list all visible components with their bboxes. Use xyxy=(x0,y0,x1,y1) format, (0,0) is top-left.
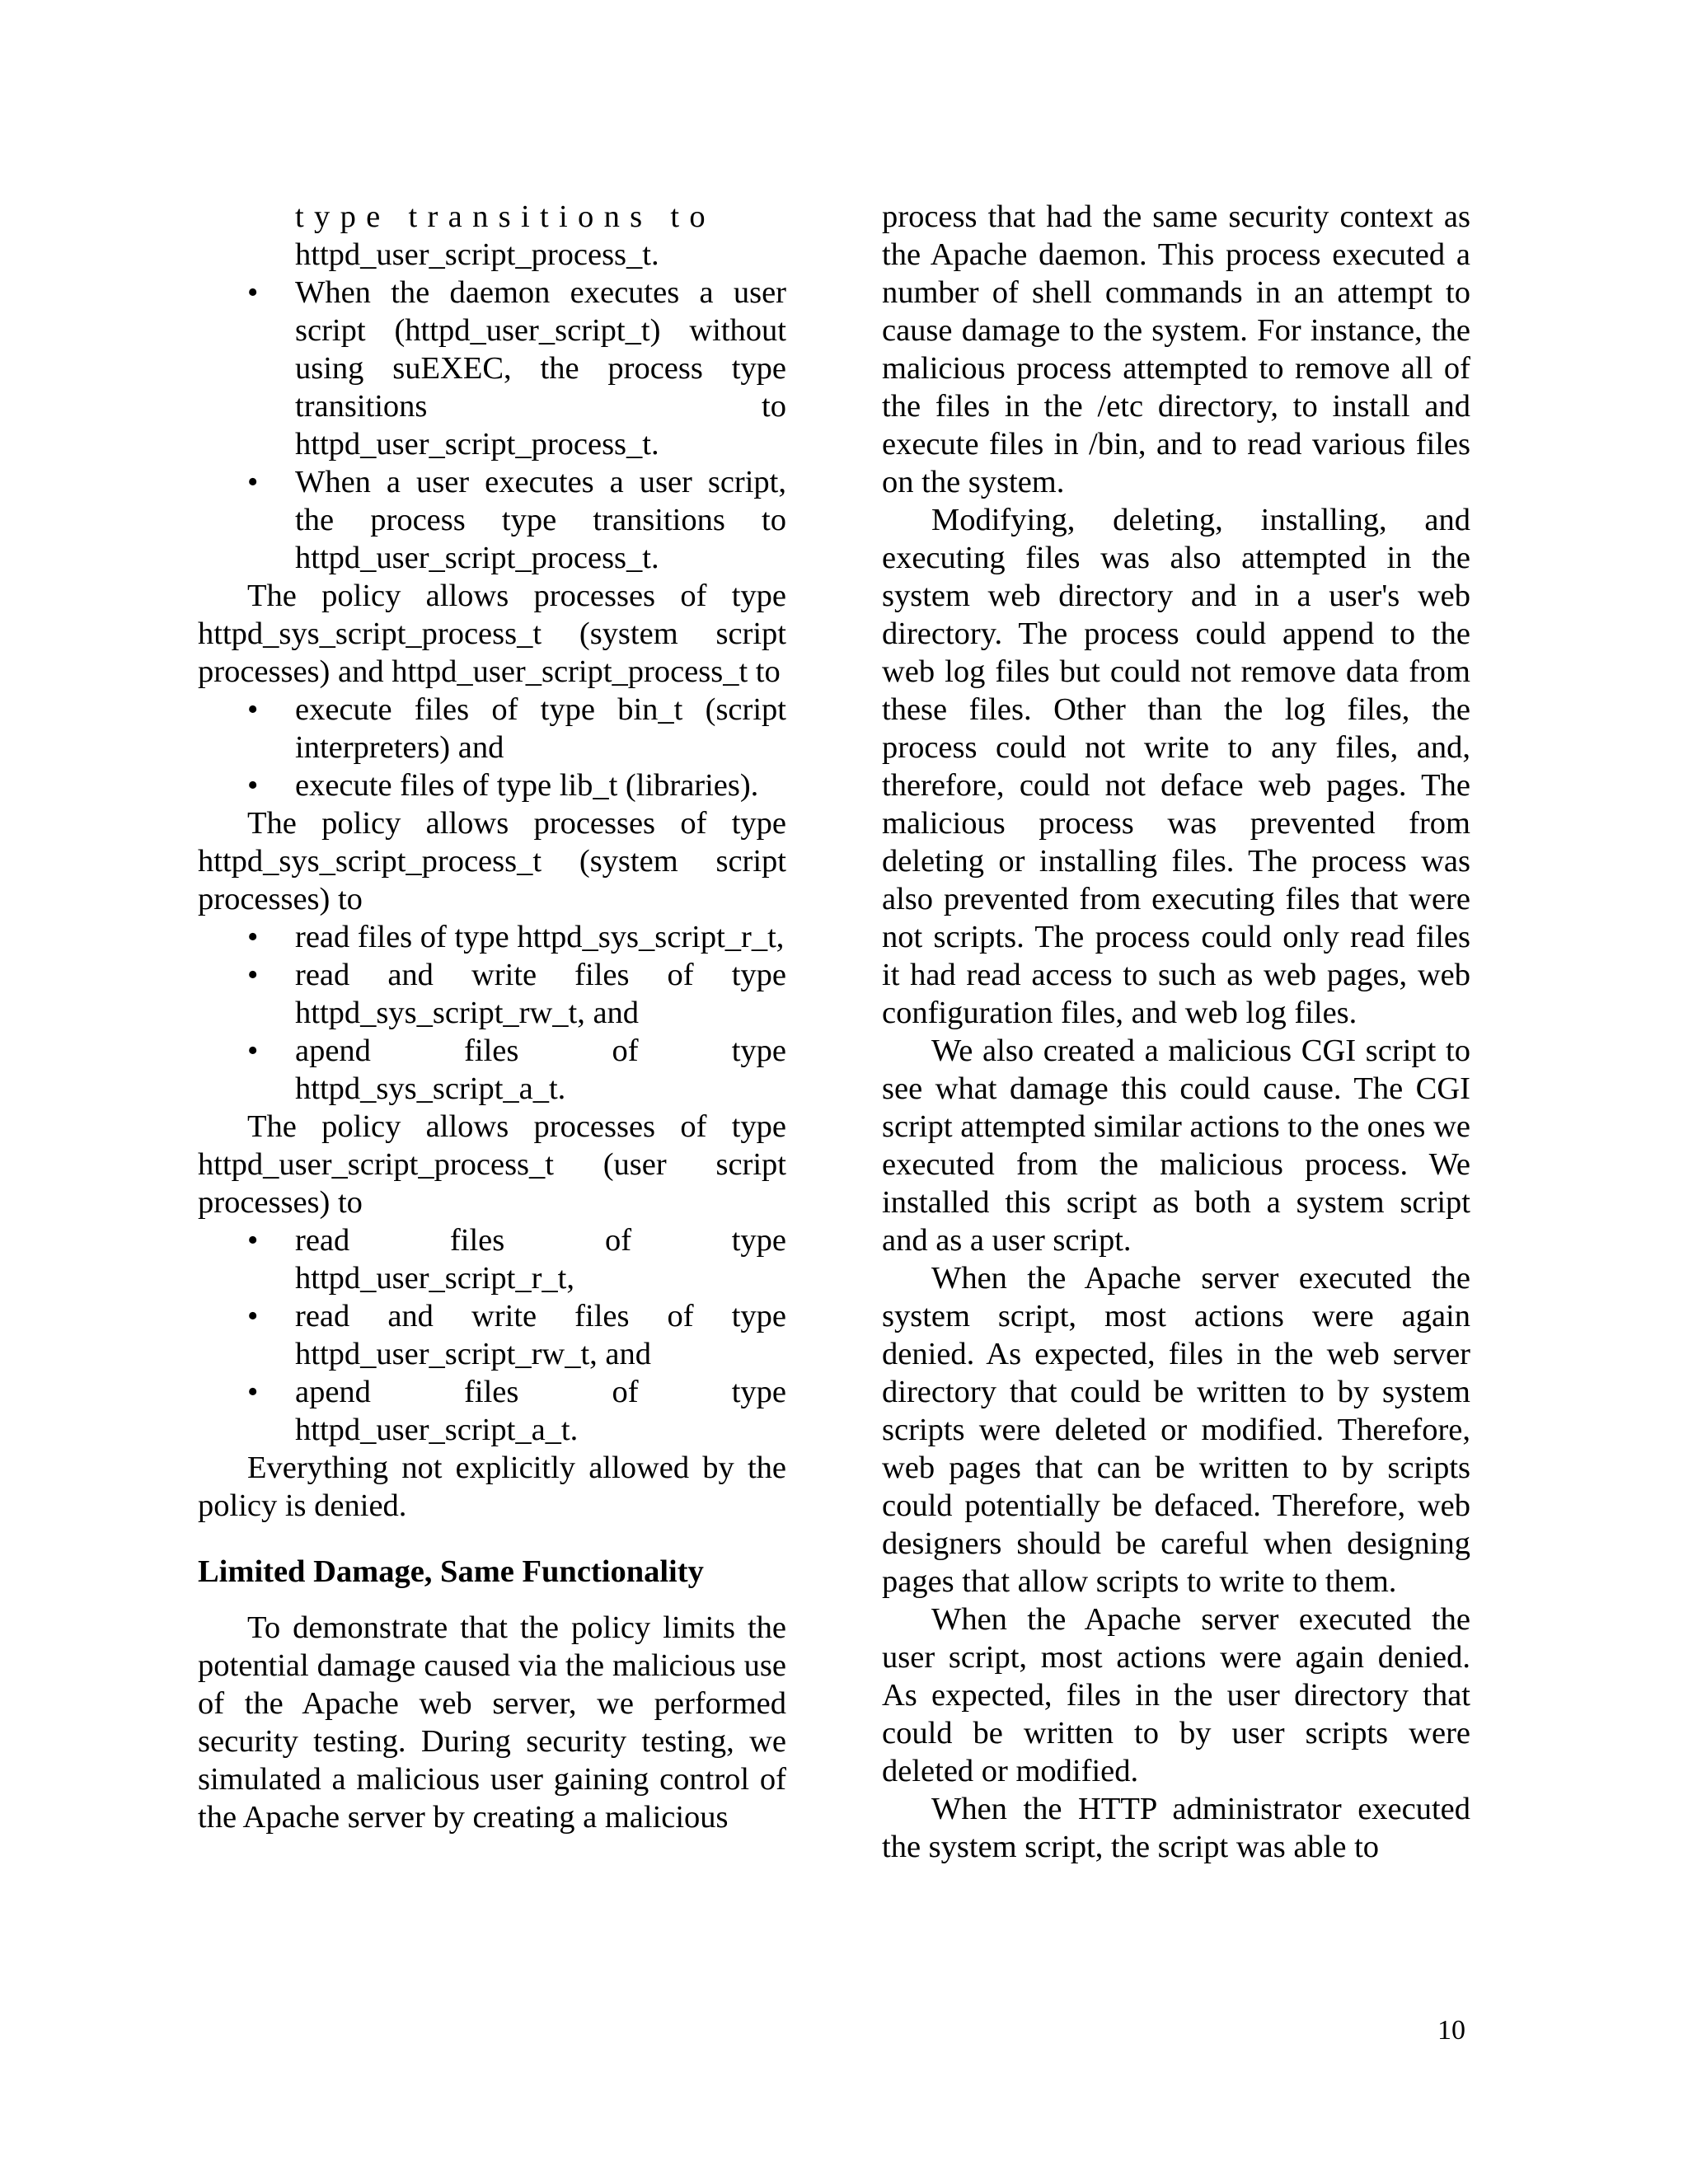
bullet-list-user-script xyxy=(198,1221,786,1449)
list-item: • apend files of type httpd_user_script_a_t. xyxy=(198,1373,786,1449)
right-column xyxy=(882,198,1470,1866)
list-item: • execute files of type bin_t (script interpreters) and xyxy=(198,691,786,766)
list-item: • read and write files of type httpd_sys_script_rw_t, and xyxy=(198,956,786,1032)
list-item: • When the daemon executes a user script (httpd_user_script_t) without using suEXEC, the process type transitions to httpd_user_script_process_t. xyxy=(198,274,786,463)
paragraph: When the Apache server executed the system script, most actions were again denied. As expected, files in the web server directory that could be written to by system scripts were deleted or modified. Therefore, web pages that can be written to by scripts could potentially be defaced. Therefore, web designers should be careful when designing pages that allow scripts to write to them. xyxy=(882,1261,1470,1599)
list-item: • apend files of type httpd_sys_script_a_t. xyxy=(198,1032,786,1108)
section-heading: Limited Damage, Same Functionality xyxy=(198,1554,704,1589)
continued-line: httpd_user_script_process_t. xyxy=(295,237,659,272)
list-item: • execute files of type lib_t (libraries). xyxy=(198,766,786,804)
paragraph: Everything not explicitly allowed by the policy is denied. xyxy=(198,1451,786,1523)
paragraph: When the Apache server executed the user script, most actions were again denied. As expected, files in the user directory that could be written to by user scripts were deleted or modified. xyxy=(882,1602,1470,1788)
list-item: • read files of type httpd_user_script_r_t, xyxy=(198,1221,786,1297)
continued-line: type transitions to xyxy=(295,199,715,234)
list-item: • read files of type httpd_sys_script_r_t, xyxy=(198,918,786,956)
paragraph: To demonstrate that the policy limits the potential damage caused via the malicious use of the Apache web server, we performed security testing. During security testing, we simulated a malicious user gaining control of the Apache server by creating a malicious xyxy=(198,1610,786,1835)
paragraph: We also created a malicious CGI script to see what damage this could cause. The CGI script attempted similar actions to the ones we executed from the malicious process. We installed this script as both a system script and as a user script. xyxy=(882,1033,1470,1258)
bullet-list-sys-script xyxy=(198,918,786,1108)
paragraph: Modifying, deleting, installing, and executing files was also attempted in the system web directory and in a user's web directory. The process could append to the web log files but could not remove data from these files. Other than the log files, the process could not write to any files, and, therefore, could not deface web pages. The malicious process was prevented from deleting or installing files. The process was also prevented from executing files that were not scripts. The process could only read files it had read access to such as web pages, web configuration files, and web log files. xyxy=(882,503,1470,1030)
paragraph: The policy allows processes of type httpd_user_script_process_t (user script processes) to xyxy=(198,1109,786,1220)
left-column xyxy=(198,198,786,1836)
bullet-list-transitions xyxy=(198,274,786,577)
paragraph: When the HTTP administrator executed the system script, the script was able to xyxy=(882,1792,1470,1864)
paragraph: The policy allows processes of type httpd_sys_script_process_t (system script processes) and httpd_user_script_process_t to xyxy=(198,579,786,689)
paragraph: The policy allows processes of type httpd_sys_script_process_t (system script processes) to xyxy=(198,806,786,916)
bullet-list-execute xyxy=(198,691,786,804)
page-number: 10 xyxy=(1437,2015,1465,2046)
list-item: • When a user executes a user script, the process type transitions to httpd_user_script_process_t. xyxy=(198,463,786,577)
list-item: • read and write files of type httpd_user_script_rw_t, and xyxy=(198,1297,786,1373)
paragraph: process that had the same security context as the Apache daemon. This process executed a number of shell commands in an attempt to cause damage to the system. For instance, the malicious process attempted to remove all of the files in the /etc directory, to install and execute files in /bin, and to read various files on the system. xyxy=(882,199,1470,499)
